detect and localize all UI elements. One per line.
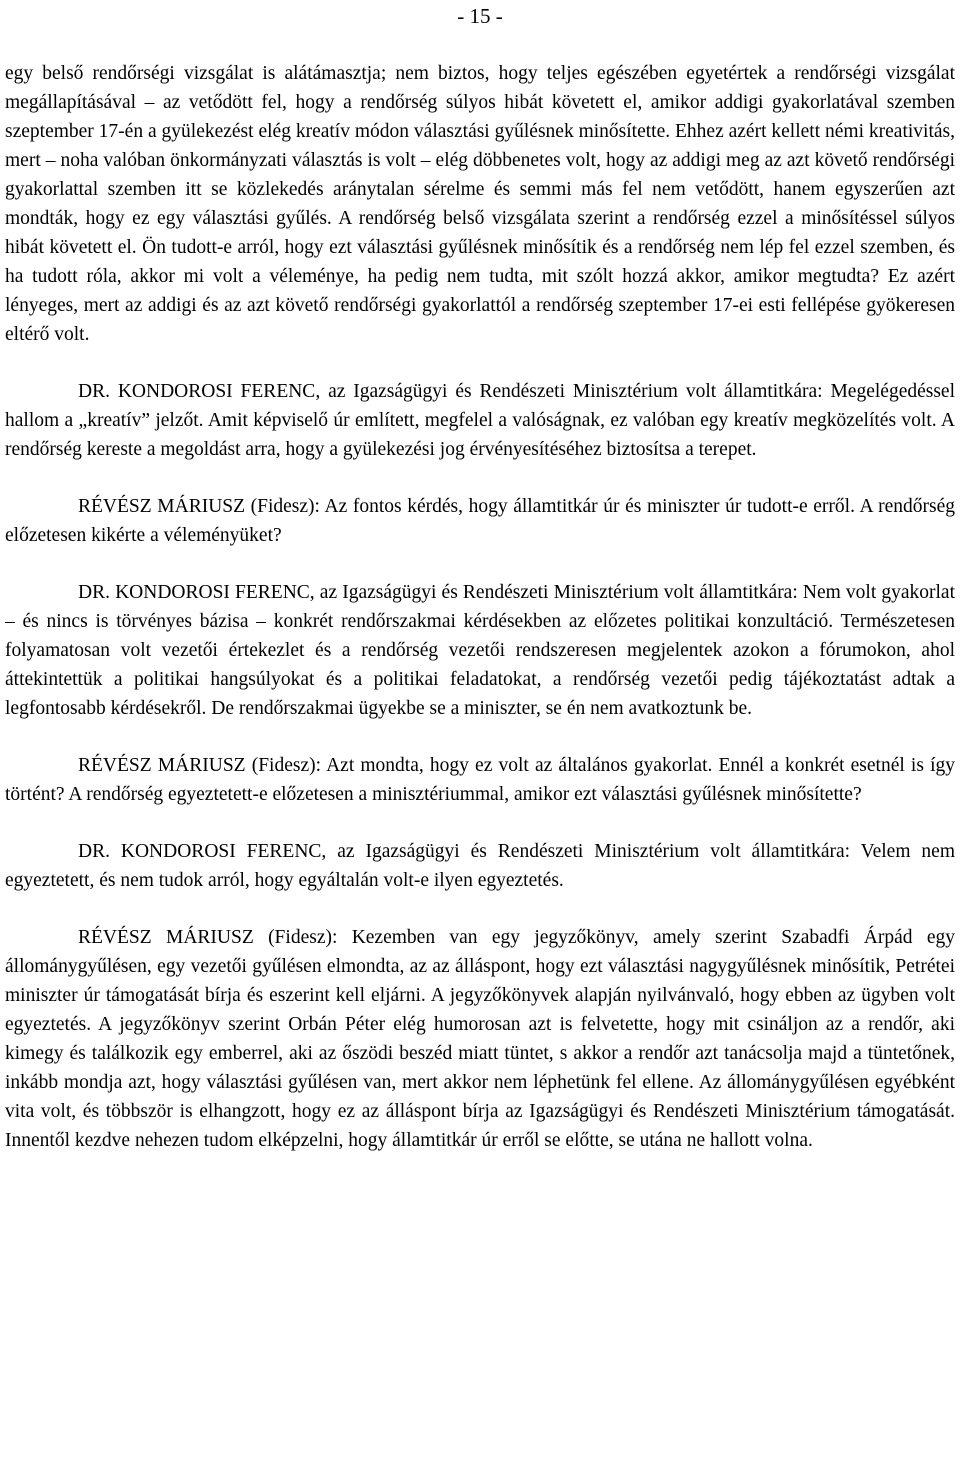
- paragraph-revesz-3: RÉVÉSZ MÁRIUSZ (Fidesz): Kezemben van egy jegyzőkönyv, amely szerint Szabadfi Árpád egy állománygyűlésen, egy vezetői gyűlésen elmondta, az az álláspont, hogy ezt választási nagygyűlésnek minősítik, Petrétei miniszter úr támogatását bírja és eszerint kell eljárni. A jegyzőkönyvek alapján nyilvánvaló, hogy ebben az ügyben volt egyeztetés. A jegyzőkönyv szerint Orbán Péter elég humorosan azt is felvetette, hogy mit csináljon az a rendőr, aki kimegy és találkozik egy emberrel, aki az őszödi beszéd miatt tüntet, s akkor a rendőr azt tanácsolja majd a tüntetőnek, inkább mondja azt, hogy választási gyűlésen van, mert akkor nem léphetünk fel ellene. Az állománygyűlésen egyébként vita volt, és többször is elhangzott, hogy ez az álláspont bírja az Igazságügyi és Rendészeti Minisztérium támogatását. Innentől kezdve nehezen tudom elképzelni, hogy államtitkár úr erről se előtte, se utána ne hallott volna.: [5, 927, 955, 1151]
- paragraph-spacer: [5, 895, 955, 923]
- paragraph-revesz-2: RÉVÉSZ MÁRIUSZ (Fidesz): Azt mondta, hogy ez volt az általános gyakorlat. Ennél a konkrét esetnél is így történt? A rendőrség egyeztetett-e előzetesen a minisztériummal, amikor ezt választási gyűlésnek minősítette?: [5, 755, 955, 805]
- paragraph-continuation: egy belső rendőrségi vizsgálat is alátámasztja; nem biztos, hogy teljes egészében egyetértek a rendőrségi vizsgálat megállapításával – az vetődött fel, hogy a rendőrség súlyos hibát követett el, amikor addigi gyakorlatával szemben szeptember 17-én a gyülekezést elég kreatív módon választási gyűlésnek minősítette. Ehhez azért kellett némi kreativitás, mert – noha valóban önkormányzati választás is volt – elég döbbenetes volt, hogy az addigi meg az azt követő rendőrségi gyakorlattal szemben itt se közlekedés aránytalan sérelme és semmi más fel nem vetődött, hanem egyszerűen azt mondták, hogy ez egy választási gyűlés. A rendőrség belső vizsgálata szerint a rendőrség ezzel a minősítéssel súlyos hibát követett el. Ön tudott-e arról, hogy ezt választási gyűlésnek minősítik és a rendőrség nem lép fel ezzel szemben, és ha tudott róla, akkor mi volt a véleménye, ha pedig nem tudta, mit szólt hozzá akkor, amikor megtudta? Ez azért lényeges, mert az addigi és az azt követő rendőrségi gyakorlattól a rendőrség szeptember 17-ei esti fellépése gyökeresen eltérő volt.: [5, 63, 955, 345]
- paragraph-kondorosi-3: DR. KONDOROSI FERENC, az Igazságügyi és Rendészeti Minisztérium volt államtitkára: Velem nem egyeztetett, és nem tudok arról, hogy egyáltalán volt-e ilyen egyeztetés.: [5, 841, 955, 891]
- document-body: [5, 59, 955, 1155]
- paragraph-kondorosi-2: DR. KONDOROSI FERENC, az Igazságügyi és Rendészeti Minisztérium volt államtitkára: Nem volt gyakorlat – és nincs is törvényes bázisa – konkrét rendőrszakmai kérdésekben az előzetes politikai konzultáció. Természetesen folyamatosan volt vezetői értekezlet és a rendőrség vezetői rendszeresen megjelentek azokon a fórumokon, ahol áttekintettük a politikai hangsúlyokat és a politikai feladatokat, a rendőrség vezetői pedig tájékoztatást adtak a legfontosabb kérdésekről. De rendőrszakmai ügyekbe se a miniszter, se én nem avatkoztunk be.: [5, 582, 955, 719]
- paragraph-kondorosi-1: DR. KONDOROSI FERENC, az Igazságügyi és Rendészeti Minisztérium volt államtitkára: Megelégedéssel hallom a „kreatív” jelzőt. Amit képviselő úr említett, megfelel a valóságnak, ez valóban egy kreatív megközelítés volt. A rendőrség kereste a megoldást arra, hogy a gyülekezési jog érvényesítéséhez biztosítsa a terepet.: [5, 381, 955, 460]
- page-number: - 15 -: [457, 4, 503, 28]
- paragraph-spacer: [5, 550, 955, 578]
- paragraph-spacer: [5, 464, 955, 492]
- paragraph-spacer: [5, 809, 955, 837]
- paragraph-spacer: [5, 349, 955, 377]
- paragraph-spacer: [5, 723, 955, 751]
- paragraph-revesz-1: RÉVÉSZ MÁRIUSZ (Fidesz): Az fontos kérdés, hogy államtitkár úr és miniszter úr tudott-e erről. A rendőrség előzetesen kikérte a véleményüket?: [5, 496, 955, 546]
